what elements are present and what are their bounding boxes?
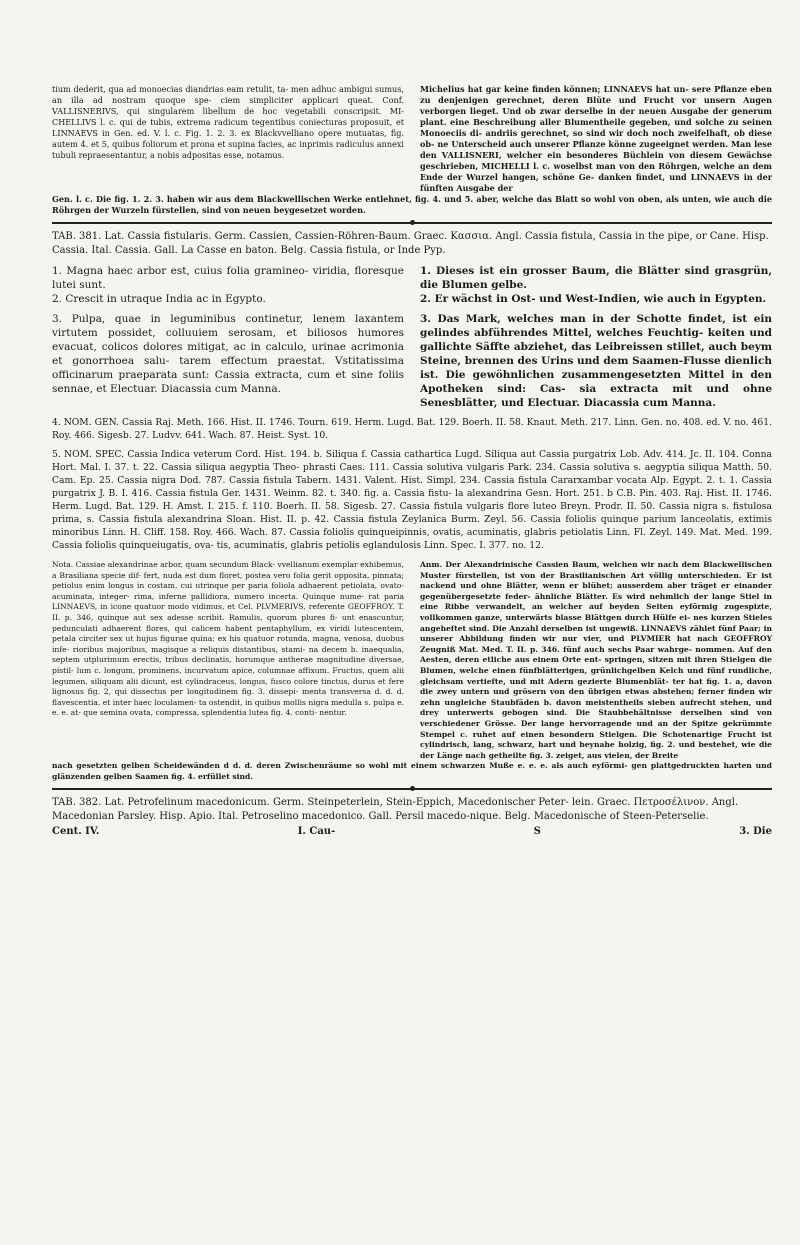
intro-latin: tium dederit, qua ad monoecias diandrias eam retulit, ta- men adhuc ambigui sumus, an illa ad nostram quoque spe- ciem simpliciter applicari queat. Conf. VALLISNERIVS, qui singularem libellum de hoc vegetabili conscripsit. MI- CHELLIVS l. c. qui de tubis, extrema radicum tegentibus coniecturas proposuit, et LINNAEVS in Gen. ed. V. l. c. Fig. 1. 2. 3. ex Blackvvelliano opere mutuatas, fig. autem 4. et 5, quibus foliorum et prona et supina facies, ac inprimis radiculus annexi tubuli repraesentantur, a nobis adpositas esse, notamus. — [52, 84, 404, 160]
nomen-genericum: 4. NOM. GEN. Cassia Raj. Meth. 166. Hist. II. 1746. Tourn. 619. Herm. Lugd. Bat. 129. Boerh. II. 58. Knaut. Meth. 217. Linn. Gen. no. 408. ed. V. no. 461. Roy. 466. Sigesb. 27. Ludvv. 641. Wach. 87. Heist. Syst. 10. — [52, 417, 772, 441]
item-3-latin: 3. Pulpa, quae in leguminibus continetur, lenem laxantem virtutem possidet, colluuiem serosam, et biliosos humores evacuat, colicos dolores mitigat, ac in calculo, urinae acrimonia et gonorrhoea salu- tarem effectum praestat. Vstitatissima officinarum praeparata sunt: Cassia extracta, cum et sine foliis sennae, et Electuar. Diacassia cum Manna. — [52, 313, 404, 395]
tab-382-heading: TAB. 382. Lat. Petrofelinum macedonicum. Germ. Steinpeterlein, Stein-Eppich, Macedonischer Peter- lein. Graec. Πετροσέλινον. Angl. Macedonian Parsley. Hisp. Apio. Ital. Petroselino macedonico. Gall. Persil macedo-nique. Belg. Macedonische of Steen-Peterselie. — [52, 797, 739, 823]
separator-rule — [52, 222, 772, 224]
nomen-specificum: 5. NOM. SPEC. Cassia Indica veterum Cord. Hist. 194. b. Siliqua f. Cassia cathartica Lugd. Siliqua aut Cassia purgatrix Lob. Adv. 414. Jc. II. 104. Conna Hort. Mal. I. 37. t. 22. Cassia siliqua aegyptia Theo- phrasti Caes. 111. Cassia solutiva vulgaris Park. 234. Cassia solutiva s. aegyptia siliqua Matth. 50. Cam. Ep. 25. Cassia nigra Dod. 787. Cassia fistula Tabern. 1431. Valent. Hist. Simpl. 234. Cassia fistula Cararxambar vocata Alp. Egypt. 2. t. 1. Cassia purgatrix J. B. I. 416. Cassia fistula Ger. 1431. Weinm. 82. t. 340. fig. a. Cassia fistu- la alexandrina Gesn. Hort. 251. b C.B. Pin. 403. Raj. Hist. II. 1746. Herm. Lugd. Bat. 129. H. Amst. I. 215. f. 110. Boerh. II. 58. Sigesb. 27. Cassia fistula vulgaris flore luteo Breyn. Prodr. II. 50. Cassia nigra s. fistulosa prima, s. Cassia fistula alexandrina Sloan. Hist. II. p. 42. Cassia fistula Zeylanica Burm. Zeyl. 56. Cassia foliolis quinque parium lanceolatis, extimis minoribus Linn. H. Cliff. 158. Roy. 466. Wach. 87. Cassia foliolis quinqueipinnis, ovatis, acuminatis, glabris petiolatis Linn. Fl. Zeyl. 149. Mat. Med. 199. Cassia foliolis quinqueiugatis, ova- tis, acuminatis, glabris petiolis eglandulosis Linn. Spec. I. 377. no. 12. — [52, 449, 772, 551]
intro-german-continued: Gen. l. c. Die fig. 1. 2. 3. haben wir aus dem Blackwellischen Werke entlehnet, fig. 4. und 5. aber, welche das Blatt so wohl von oben, als unten, wie auch die Röhrgen der Wurzeln fürstellen, sind von neuen beygesetzet worden. — [52, 194, 772, 215]
catchword: 3. Die — [739, 826, 772, 838]
item-1-german: 1. Dieses ist ein grosser Baum, die Blätter sind grasgrün, die Blumen gelbe. — [420, 265, 772, 291]
page — [52, 84, 772, 837]
item-3-columns — [52, 312, 772, 410]
item-1-columns — [52, 264, 772, 292]
item-2-german: 2. Er wächst in Ost- und West-Indien, wie auch in Egypten. — [420, 293, 767, 305]
separator-rule-2 — [52, 788, 772, 790]
rule-ornament-2 — [410, 786, 415, 791]
signature-letter: S — [533, 826, 541, 838]
signature-left: Cent. IV. — [52, 826, 100, 838]
nota-latin: Nota. Cassiae alexandrinae arbor, quam secundum Black- vvellianum exemplar exhibemus, a Brasiliana specie dif- fert, nuda est dum floret, postea vero folia gerit opposita, pinnata; petiolus enim longus in costam, cui utrinque per paria foliola adhaerent petiolata, ovato-acuminata, integer- rima, inferne pallidiora, numero incerta. Quinque nume- rat paria LINNAEVS, in icone quatuor modo vidimus, et Cel. PLVMERIVS, referente GEOFFROY. T. II. p. 346, quinque aut sex adesse scribit. Ramulis, quorum plures fi- unt enascuntur, pedunculati adhaerent flores, qui calicem habent pentaphyllum, ex viridi lutescentem, petala circiter sex ut hujus figurae quina; ex his quatuor rotunda, magna, venosa, duobus infe- rioribus majoribus, magisque a reliquis distantibus, stami- na decem b. inaequalia, septem utplurimum erectis, tribus declinatis, horumque antherae magnitudine diversae, pistil- lum c. longum, prominens, incurvatum apice, columnae affixum. Fructus, quem alii legumen, siliquam alii dicunt, est cylindraceus, longus, fusco colore tinctus, durus et fere lignosus fig. 2, qui dissectus per longitudinem fig. 3. dissepi- menta transversa d. d. d. flavescentia, et inter haec loculamen- ta ostendit, in quibus mollis nigra medulla s. pulpa e. e. e. at- que semina ovata, compressa, splendentia lutea fig. 4. conti- nentur. — [52, 560, 404, 718]
nota-columns — [52, 560, 772, 761]
item-1-latin: 1. Magna haec arbor est, cuius folia gramineo- viridia, floresque lutei sunt. — [52, 265, 404, 291]
nota-german: Anm. Der Alexandrinische Cassien Baum, welchen wir nach dem Blackwellischen Muster fürstellen, ist von der Brasilianischen Art völlig unterschieden. Er ist nackend und ohne Blätter, wenn er blühet; ausserdem aber träget er einander gegenübergesetzte feder- ähnliche Blätter. Es wird nehmlich der lange Stiel in eine Ribbe verwandelt, an welcher auf beyden Seiten eyförmig zugespizte, vollkommen ganze, unterwärts blasse Blättgen durch Hülfe ei- nes kurzen Stieles angeheftet sind. Die Anzahl derselben ist ungewiß. LINNAEVS zählet fünf Paar; in unserer Abbildung finden wir nur vier, und PLVMIER hat nach GEOFFROY Zeugniß Mat. Med. T. II. p. 346. fünf auch sechs Paar wahrge- nommen. Auf den Aesten, deren etliche aus einem Orte ent- springen, sitzen mit ihren Stielgen die Blumen, welche einen fünfblätterigen, grünlichgelben Kelch und fünf rundliche, gleichsam vertiefte, und mit Adern gezierte Blumenblät- ter hat fig. 1. a, davon die zwey untern und grösern von den übrigen etwas abstehen; ferner finden wir zehn ungleiche Staubfäden b. davon meistentheils sieben aufrecht stehen, und drey unterwerts gebogen sind. Die Staubbehältnisse derselben sind von verschiedener Grösse. Der lange hervorragende und an der Spitze gekrümmte Stempel c. ruhet auf einen besondern Stielgen. Die Schotenartige Frucht ist cylindrisch, lang, schwarz, hart und beynahe holzig, fig. 2. und bestehet, wie die der Länge nach getheilte fig. 3. zeiget, aus vielen, der Breite — [420, 560, 772, 760]
item-2-columns — [52, 292, 772, 306]
rule-ornament — [410, 220, 415, 225]
item-3-german: 3. Das Mark, welches man in der Schotte findet, ist ein gelindes abführendes Mittel, welches Feuchtig- keiten und gallichte Säffte abziehet, das Leibreissen stillet, auch beym Steine, brennen des Urins und dem Saamen-Flusse dienlich ist. Die gewöhnlichen zusammengesetzten Mittel in den Apotheken sind: Cas- sia extracta mit und ohne Senesblätter, und Electuar. Diacassia cum Manna. — [420, 313, 772, 409]
signature-line — [52, 826, 772, 837]
tab-381-heading: TAB. 381. Lat. Cassia fistularis. Germ. Cassien, Cassien-Röhren-Baum. Graec. Κασσια. Angl. Cassia fistula, Cassia in the pipe, or Cane. Hisp. Cassia. Ital. Cassia. Gall. La Casse en baton. Belg. Cassia fistula, or Inde Pyp. — [52, 231, 769, 256]
intro-german: Michelius hat gar keine finden können; LINNAEVS hat un- sere Pflanze eben zu denjenigen gerechnet, deren Blüte und Frucht vor unsern Augen verborgen lieget. Und ob zwar derselbe in der neuen Ausgabe der generum plant. eine Beschreibung aller Blumentheile gegeben, und solche zu seinen Monoeciis di- andriis gerechnet, so sind wir doch noch zweifelhaft, ob diese ob- ne Unterscheid auch unserer Pflanze könne zugeeignet werden. Man lese den VALLISNERI, welcher ein besonderes Büchlein von diesem Gewächse geschrieben, MICHELLI l. c. woselbst man von den Röhrgen, welche an dem Ende der Wurzel hangen, schöne Ge- danken findet, und LINNAEVS in der fünften Ausgabe der — [420, 84, 772, 193]
intro-columns — [52, 84, 772, 194]
signature-mid: I. Cau- — [297, 826, 336, 838]
nota-german-continued: nach gesetzten gelben Scheidewänden d d. d. deren Zwischenräume so wohl mit einem schwarzen Muße e. e. e. als auch eyförmi- gen plattgedruckten harten und glänzenden gelben Saamen fig. 4. erfüllet sind. — [52, 761, 772, 781]
item-2-latin: 2. Crescit in utraque India ac in Egypto. — [52, 293, 266, 305]
